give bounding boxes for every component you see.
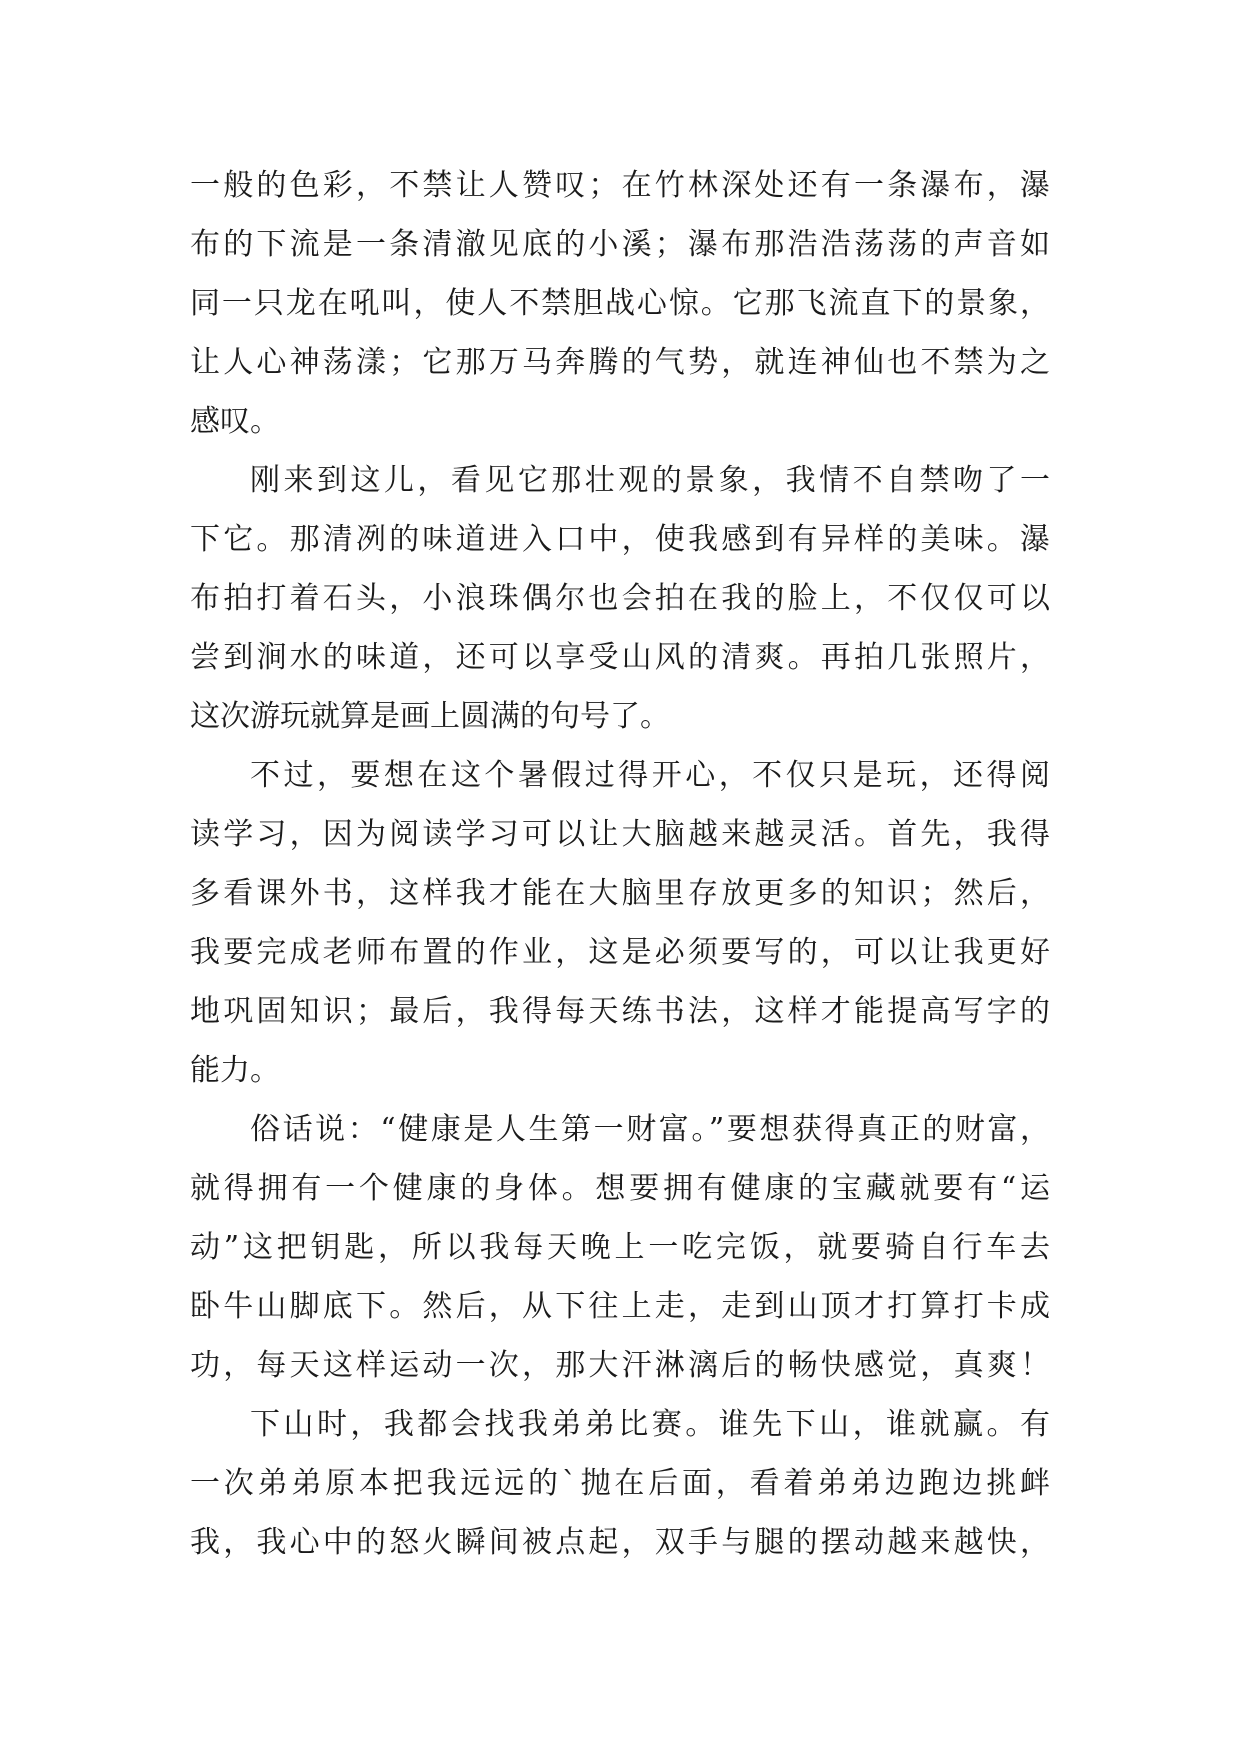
text-line: 同一只龙在吼叫，使人不禁胆战心惊。它那飞流直下的景象， bbox=[190, 286, 1050, 321]
text-line: 布拍打着石头，小浪珠偶尔也会拍在我的脸上，不仅仅可以 bbox=[190, 581, 1050, 616]
paragraph-first-line: 不过，要想在这个暑假过得开心，不仅只是玩，还得阅 bbox=[250, 758, 1050, 793]
text-line: 感叹。 bbox=[190, 404, 280, 439]
text-line: 让人心神荡漾；它那万马奔腾的气势，就连神仙也不禁为之 bbox=[190, 345, 1050, 380]
text-line: 我要完成老师布置的作业，这是必须要写的，可以让我更好 bbox=[190, 935, 1050, 970]
text-line: 我，我心中的怒火瞬间被点起，双手与腿的摆动越来越快， bbox=[190, 1525, 1050, 1560]
document-body bbox=[190, 156, 1050, 1572]
text-line: 这次游玩就算是画上圆满的句号了。 bbox=[190, 699, 670, 734]
text-line: 读学习，因为阅读学习可以让大脑越来越灵活。首先，我得 bbox=[190, 817, 1050, 852]
text-line: 下它。那清冽的味道进入口中，使我感到有异样的美味。瀑 bbox=[190, 522, 1050, 557]
text-line: 就得拥有一个健康的身体。想要拥有健康的宝藏就要有“运 bbox=[190, 1171, 1050, 1206]
text-line: 多看课外书，这样我才能在大脑里存放更多的知识；然后， bbox=[190, 876, 1050, 911]
text-line: 一次弟弟原本把我远远的`抛在后面，看着弟弟边跑边挑衅 bbox=[190, 1466, 1050, 1501]
paragraph-first-line: 下山时，我都会找我弟弟比赛。谁先下山，谁就赢。有 bbox=[250, 1407, 1050, 1442]
text-line: 尝到涧水的味道，还可以享受山风的清爽。再拍几张照片， bbox=[190, 640, 1050, 675]
text-line: 动”这把钥匙，所以我每天晚上一吃完饭，就要骑自行车去 bbox=[190, 1230, 1050, 1265]
paragraph-first-line: 刚来到这儿，看见它那壮观的景象，我情不自禁吻了一 bbox=[250, 463, 1050, 498]
text-line: 地巩固知识；最后，我得每天练书法，这样才能提高写字的 bbox=[190, 994, 1050, 1029]
text-line: 能力。 bbox=[190, 1053, 280, 1088]
paragraph-first-line: 俗话说：“健康是人生第一财富。”要想获得真正的财富， bbox=[250, 1112, 1050, 1147]
text-line: 卧牛山脚底下。然后，从下往上走，走到山顶才打算打卡成 bbox=[190, 1289, 1050, 1324]
text-line: 布的下流是一条清澈见底的小溪；瀑布那浩浩荡荡的声音如 bbox=[190, 227, 1050, 262]
text-line: 功，每天这样运动一次，那大汗淋漓后的畅快感觉，真爽！ bbox=[190, 1348, 1050, 1383]
text-line: 一般的色彩，不禁让人赞叹；在竹林深处还有一条瀑布，瀑 bbox=[190, 168, 1050, 203]
